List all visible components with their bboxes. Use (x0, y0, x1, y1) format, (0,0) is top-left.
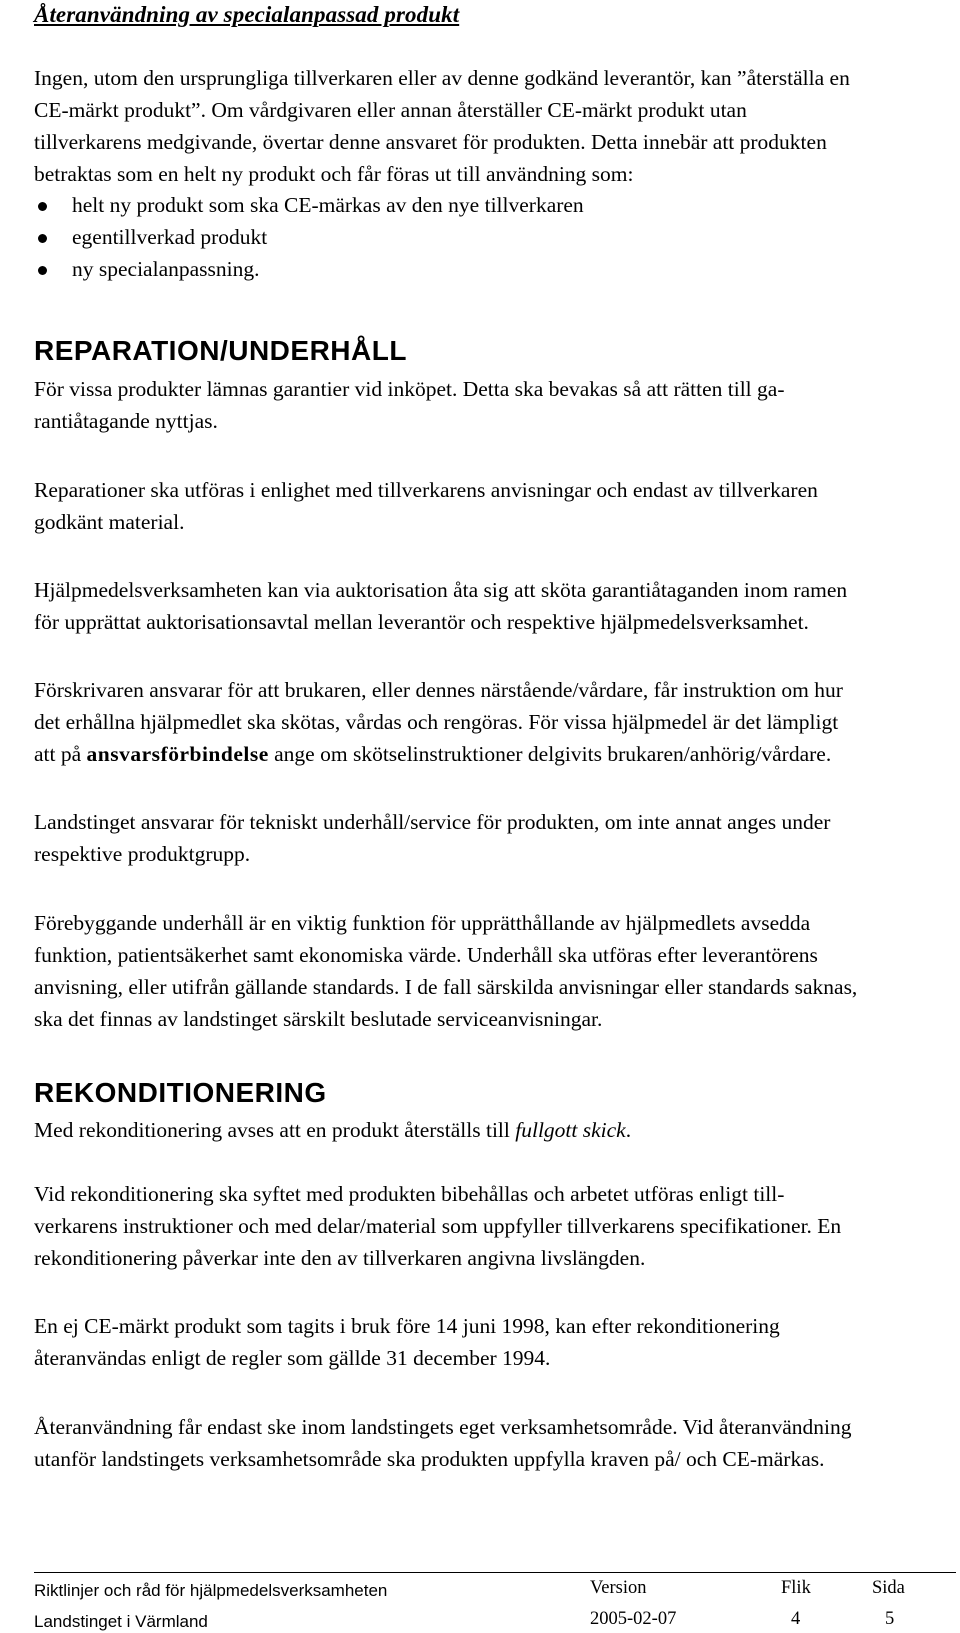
list-item: egentillverkad produkt (34, 221, 584, 253)
list-item: helt ny produkt som ska CE-märkas av den nye tillverkaren (34, 189, 584, 221)
footer-version-label: Version (590, 1578, 647, 1598)
italic-term: fullgott skick (515, 1118, 626, 1142)
repair-paragraph-1: För vissa produkter lämnas garantier vid inköpet. Detta ska bevakas så att rätten till ga- rantiåtagande nyttjas. (34, 377, 785, 433)
footer-org: Landstinget i Värmland (34, 1612, 208, 1631)
footer-flik-value: 4 (791, 1609, 801, 1629)
bullet-icon (38, 266, 47, 275)
recond-paragraph-4: Återanvändning får endast ske inom landstingets eget verksamhetsområde. Vid återanvändning utanför landstingets verksamhetsområde ska produkten uppfylla kraven på/ och CE-märkas. (34, 1415, 852, 1471)
recond-paragraph-2: Vid rekonditionering ska syftet med produkten bibehållas och arbetet utföras enligt till- verkarens instruktioner och med delar/material som uppfyller tillverkarens specifikationer. En rekonditionering påverkar inte den av tillverkaren angivna livslängden. (34, 1182, 842, 1270)
bullet-icon (38, 234, 47, 243)
repair-paragraph-3: Hjälpmedelsverksamheten kan via auktorisation åta sig att sköta garantiåtaganden inom ramen för upprättat auktorisationsavtal mellan leverantör och respektive hjälpmedelsverksamhet. (34, 578, 848, 634)
footer-sida-label: Sida (872, 1578, 905, 1598)
intro-line: betraktas som en helt ny produkt och får föras ut till användning som: (34, 162, 634, 186)
bold-term: ansvarsförbindelse (86, 742, 269, 766)
bullet-icon (38, 202, 47, 211)
recond-paragraph-1: Med rekonditionering avses att en produkt återställs till fullgott skick. (34, 1118, 632, 1142)
intro-line: tillverkarens medgivande, övertar denne ansvaret för produkten. Detta innebär att produkten (34, 130, 827, 154)
intro-line: CE-märkt produkt”. Om vårdgivaren eller annan återställer CE-märkt produkt utan (34, 98, 747, 122)
intro-line: Ingen, utom den ursprungliga tillverkaren eller av denne godkänd leverantör, kan ”återställa en (34, 66, 850, 90)
heading-rekonditionering: REKONDITIONERING (34, 1077, 327, 1108)
repair-paragraph-6: Förebyggande underhåll är en viktig funktion för upprätthållande av hjälpmedlets avsedda funktion, patientsäkerhet samt ekonomiska värde. Underhåll ska utföras efter leverantörens anvisning, eller utifrån gällande standards. I de fall särskilda anvisningar eller standards saknas, ska det finnas av landstinget särskilt beslutade serviceanvisningar. (34, 911, 858, 1031)
footer-doc-title: Riktlinjer och råd för hjälpmedelsverksamheten (34, 1581, 388, 1600)
footer-divider (34, 1572, 956, 1573)
repair-paragraph-2: Reparationer ska utföras i enlighet med tillverkarens anvisningar och endast av tillverkaren godkänt material. (34, 478, 818, 534)
repair-paragraph-4: Förskrivaren ansvarar för att brukaren, eller dennes närstående/vårdare, får instruktion om hur det erhållna hjälpmedlet ska skötas, vårdas och rengöras. För vissa hjälpmedel är det lämpligt att på ansvarsförbindelse ange om skötselinstruktioner delgivits brukaren/anhörig/vårdare. (34, 678, 843, 766)
footer-version-value: 2005-02-07 (590, 1609, 677, 1629)
footer-sida-value: 5 (885, 1609, 895, 1629)
section-title: Återanvändning av specialanpassad produkt (34, 2, 460, 27)
list-item: ny specialanpassning. (34, 253, 584, 285)
repair-paragraph-5: Landstinget ansvarar för tekniskt underhåll/service för produkten, om inte annat anges under respektive produktgrupp. (34, 810, 831, 866)
recond-paragraph-3: En ej CE-märkt produkt som tagits i bruk före 14 juni 1998, kan efter rekonditionering återanvändas enligt de regler som gällde 31 december 1994. (34, 1314, 780, 1370)
intro-paragraph (34, 62, 954, 190)
bullet-list (34, 189, 584, 285)
heading-reparation: REPARATION/UNDERHÅLL (34, 335, 407, 366)
footer-flik-label: Flik (781, 1578, 811, 1598)
